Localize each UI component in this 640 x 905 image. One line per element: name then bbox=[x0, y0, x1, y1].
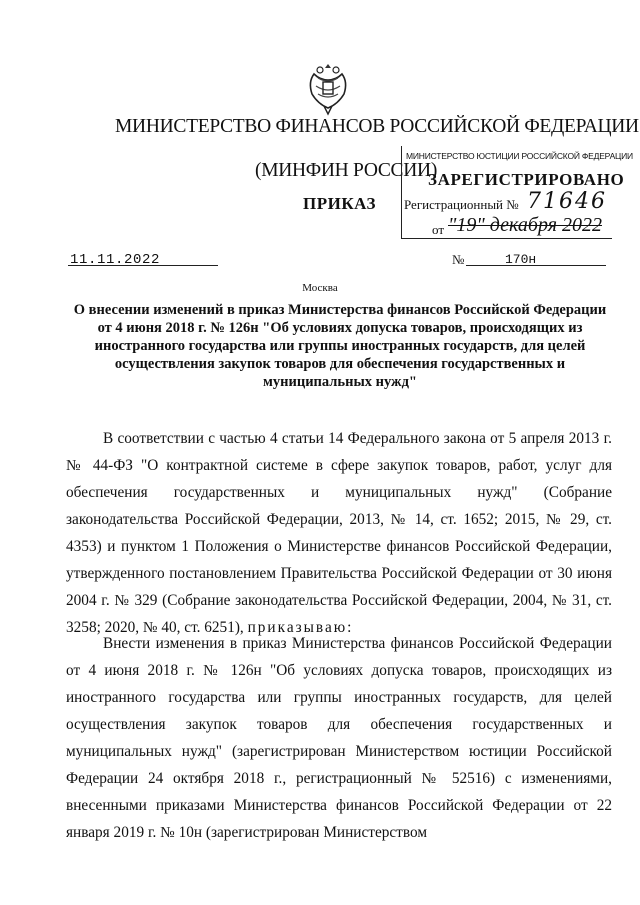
city: Москва bbox=[302, 282, 338, 294]
coat-of-arms-icon bbox=[306, 60, 350, 116]
stamp-issuer: МИНИСТЕРСТВО ЮСТИЦИИ РОССИЙСКОЙ ФЕДЕРАЦИИ bbox=[406, 151, 633, 161]
paragraph-1-text: В соответствии с частью 4 статьи 14 Федерального закона от 5 апреля 2013 г. № 44-ФЗ "О контрактной системе в сфере закупок товаров, работ, услуг для обеспечения государственных и муниципальных нужд" (Собрание законодательства Российской Федерации, 2013, № 14, ст. 1652; 2015, № 29, ст. 4353) и пунктом 1 Положения о Министерстве финансов Российской Федерации, утвержденного постановлением Правительства Российской Федерации от 30 июня 2004 г. № 329 (Собрание законодательства Российской Федерации, 2004, № 31, ст. 3258; 2020, № 40, ст. 6251), bbox=[66, 430, 612, 636]
order-number-label: № bbox=[452, 252, 465, 267]
stamp-date: "19" декабря 2022 bbox=[448, 214, 602, 236]
paragraph-2-text: Внести изменения в приказ Министерства финансов Российской Федерации от 4 июня 2018 г. № 126н "Об условиях допуска товаров, происходящих из иностранного государства или группы иностранных государств, для целей осуществления закупок товаров для обеспечения государственных и муниципальных нужд" (зарегистрирован Министерством юстиции Российской Федерации 24 октября 2018 г., регистрационный № 52516) с изменениями, внесенными приказами Министерства финансов Российской Федерации от 22 января 2019 г. № 10н (зарегистрирован Министерством bbox=[66, 635, 612, 841]
order-date: 11.11.2022 bbox=[70, 252, 161, 268]
stamp-status: ЗАРЕГИСТРИРОВАНО bbox=[428, 170, 625, 189]
body-paragraph-1 bbox=[66, 425, 612, 641]
stamp-number: 71646 bbox=[527, 189, 607, 214]
document-title: О внесении изменений в приказ Министерства финансов Российской Федерации от 4 июня 2018 г. № 126н "Об условиях допуска товаров, происходящих из иностранного государства или группы иностранных государств, для целей осуществления закупок товаров для обеспечения государственных и муниципальных нужд" bbox=[73, 302, 607, 390]
number-underline bbox=[466, 265, 606, 266]
document-type: ПРИКАЗ bbox=[303, 194, 376, 213]
stamp-date-label: от bbox=[432, 222, 445, 237]
order-number: 170н bbox=[505, 252, 537, 267]
body-paragraph-2 bbox=[66, 630, 612, 846]
ministry-abbreviation: (МИНФИН РОССИИ) bbox=[255, 160, 438, 181]
ministry-name: МИНИСТЕРСТВО ФИНАНСОВ РОССИЙСКОЙ ФЕДЕРАЦИИ bbox=[115, 116, 639, 137]
order-word: приказываю: bbox=[247, 619, 354, 636]
date-underline bbox=[68, 265, 218, 266]
stamp-number-label: Регистрационный № bbox=[404, 197, 519, 212]
